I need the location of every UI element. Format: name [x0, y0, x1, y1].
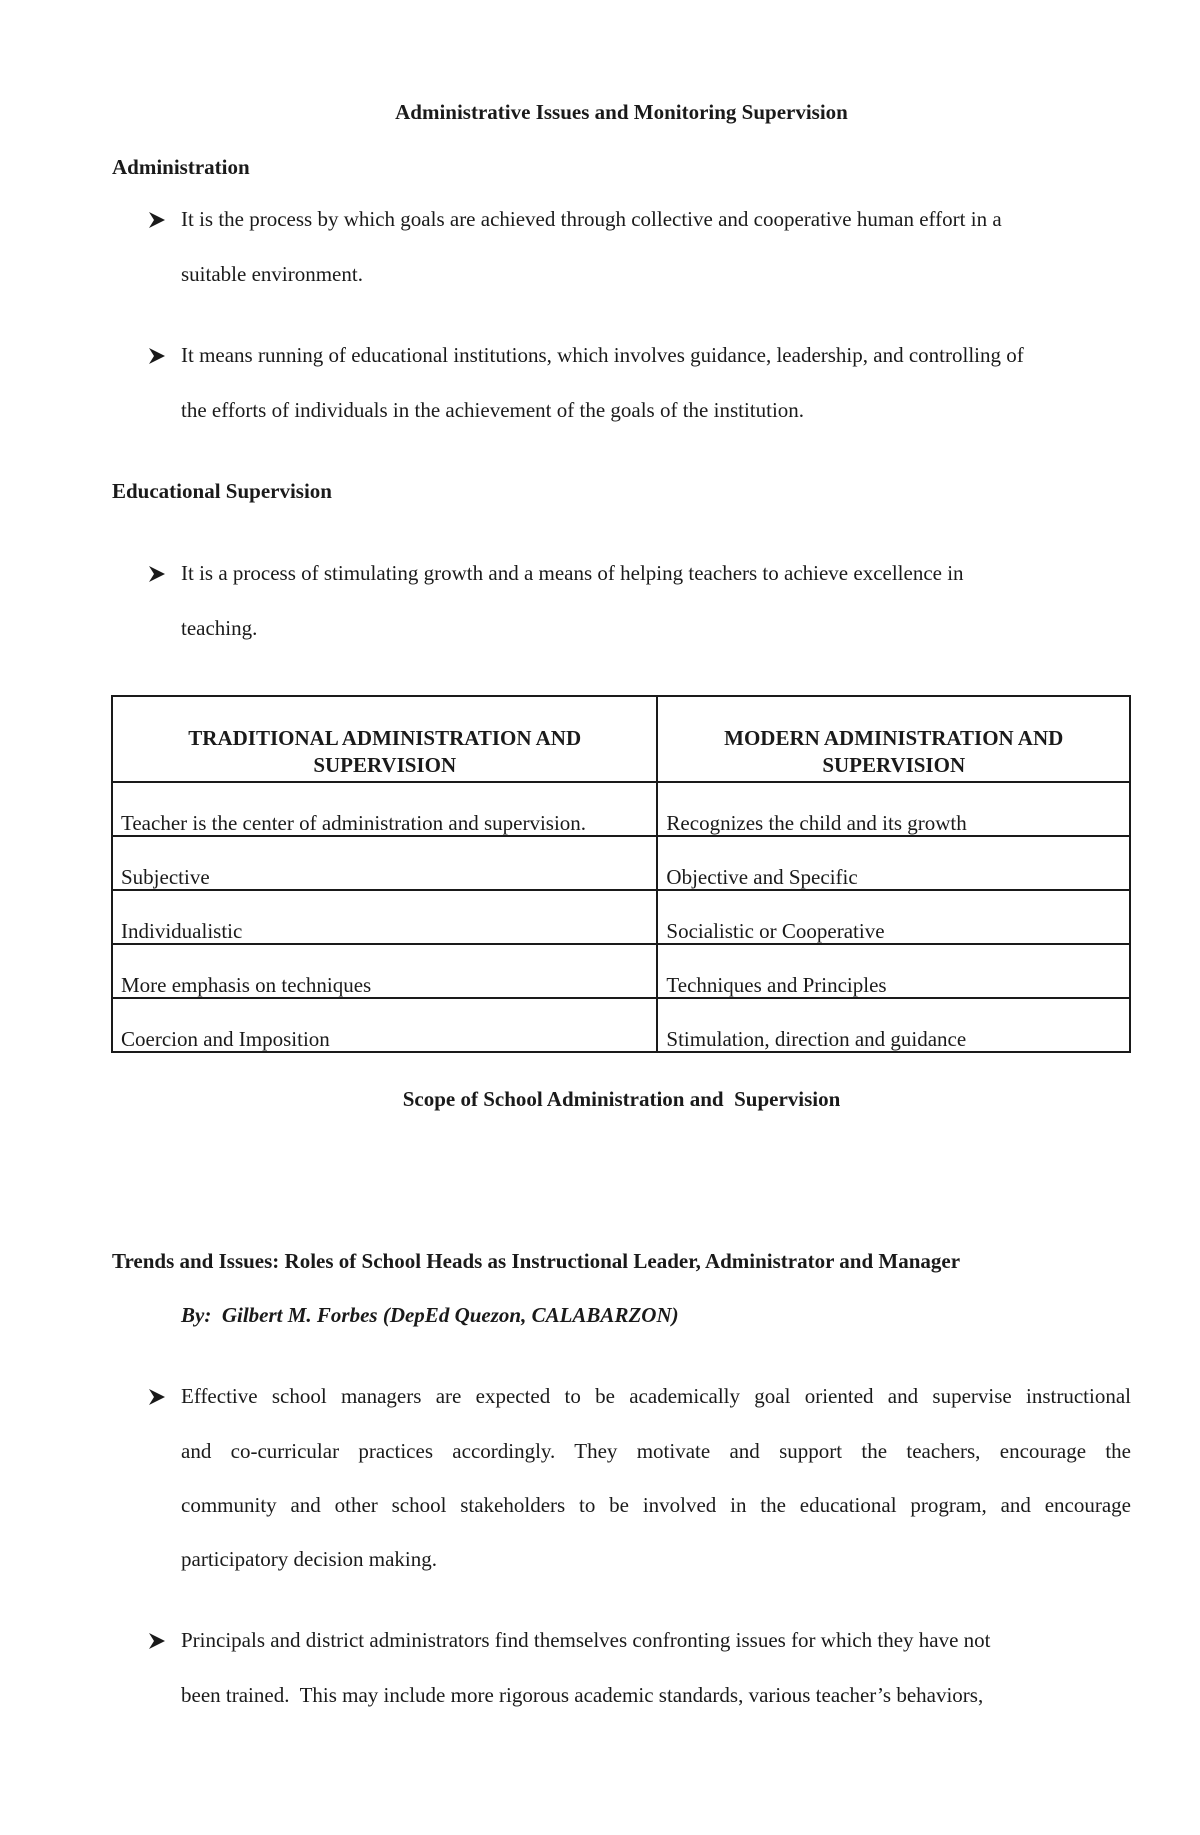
- table-cell: Techniques and Principles: [657, 944, 1130, 998]
- bullet-text-line: been trained. This may include more rigorous academic standards, various teacher’s behaviors,: [181, 1683, 984, 1707]
- table-header-modern: MODERN ADMINISTRATION AND SUPERVISION: [657, 696, 1130, 782]
- table-cell: Teacher is the center of administration and supervision.: [112, 782, 657, 836]
- bullet-text-line: and co-curricular practices accordingly. They motivate and support the teachers, encourage the: [181, 1439, 1131, 1463]
- table-cell: Coercion and Imposition: [112, 998, 657, 1052]
- table-row: [112, 890, 1130, 944]
- table-cell: Recognizes the child and its growth: [657, 782, 1130, 836]
- arrowhead-bullet-icon: [147, 210, 167, 230]
- table-cell: Subjective: [112, 836, 657, 890]
- table-row: [112, 782, 1130, 836]
- arrowhead-bullet-icon: [147, 1387, 167, 1407]
- bullet-text-line: the efforts of individuals in the achievement of the goals of the institution.: [181, 398, 805, 422]
- table-row: [112, 836, 1130, 890]
- administration-heading: Administration: [112, 155, 250, 179]
- bullet-text-line: It is the process by which goals are achieved through collective and cooperative human effort in a: [181, 207, 1002, 231]
- bullet-text-line: participatory decision making.: [181, 1547, 438, 1571]
- table-cell: Objective and Specific: [657, 836, 1130, 890]
- table-row: [112, 998, 1130, 1052]
- table-cell: Individualistic: [112, 890, 657, 944]
- arrowhead-bullet-icon: [147, 346, 167, 366]
- table-row: [112, 944, 1130, 998]
- table-cell: Stimulation, direction and guidance: [657, 998, 1130, 1052]
- comparison-table: [111, 695, 1131, 1053]
- bullet-text-line: suitable environment.: [181, 262, 363, 286]
- bullet-text-line: Effective school managers are expected to be academically goal oriented and supervise instructional: [181, 1384, 1131, 1408]
- document-title: Administrative Issues and Monitoring Supervision: [395, 100, 848, 124]
- arrowhead-bullet-icon: [147, 1631, 167, 1651]
- scope-title: Scope of School Administration and Supervision: [402, 1087, 841, 1111]
- bullet-text-line: community and other school stakeholders to be involved in the educational program, and encourage: [181, 1493, 1131, 1517]
- trends-heading: Trends and Issues: Roles of School Heads as Instructional Leader, Administrator and Manager: [112, 1249, 961, 1273]
- arrowhead-bullet-icon: [147, 564, 167, 584]
- bullet-text-line: It means running of educational institutions, which involves guidance, leadership, and controlling of: [181, 343, 1024, 367]
- bullet-text-line: teaching.: [181, 616, 258, 640]
- table-cell: More emphasis on techniques: [112, 944, 657, 998]
- table-header-traditional: TRADITIONAL ADMINISTRATION AND SUPERVISION: [112, 696, 657, 782]
- bullet-text-line: It is a process of stimulating growth and a means of helping teachers to achieve excellence in: [181, 561, 964, 585]
- educational-supervision-heading: Educational Supervision: [112, 479, 332, 503]
- author-byline: By: Gilbert M. Forbes (DepEd Quezon, CALABARZON): [181, 1303, 679, 1327]
- table-header-row: [112, 696, 1130, 782]
- table-cell: Socialistic or Cooperative: [657, 890, 1130, 944]
- bullet-text-line: Principals and district administrators find themselves confronting issues for which they have not: [181, 1628, 991, 1652]
